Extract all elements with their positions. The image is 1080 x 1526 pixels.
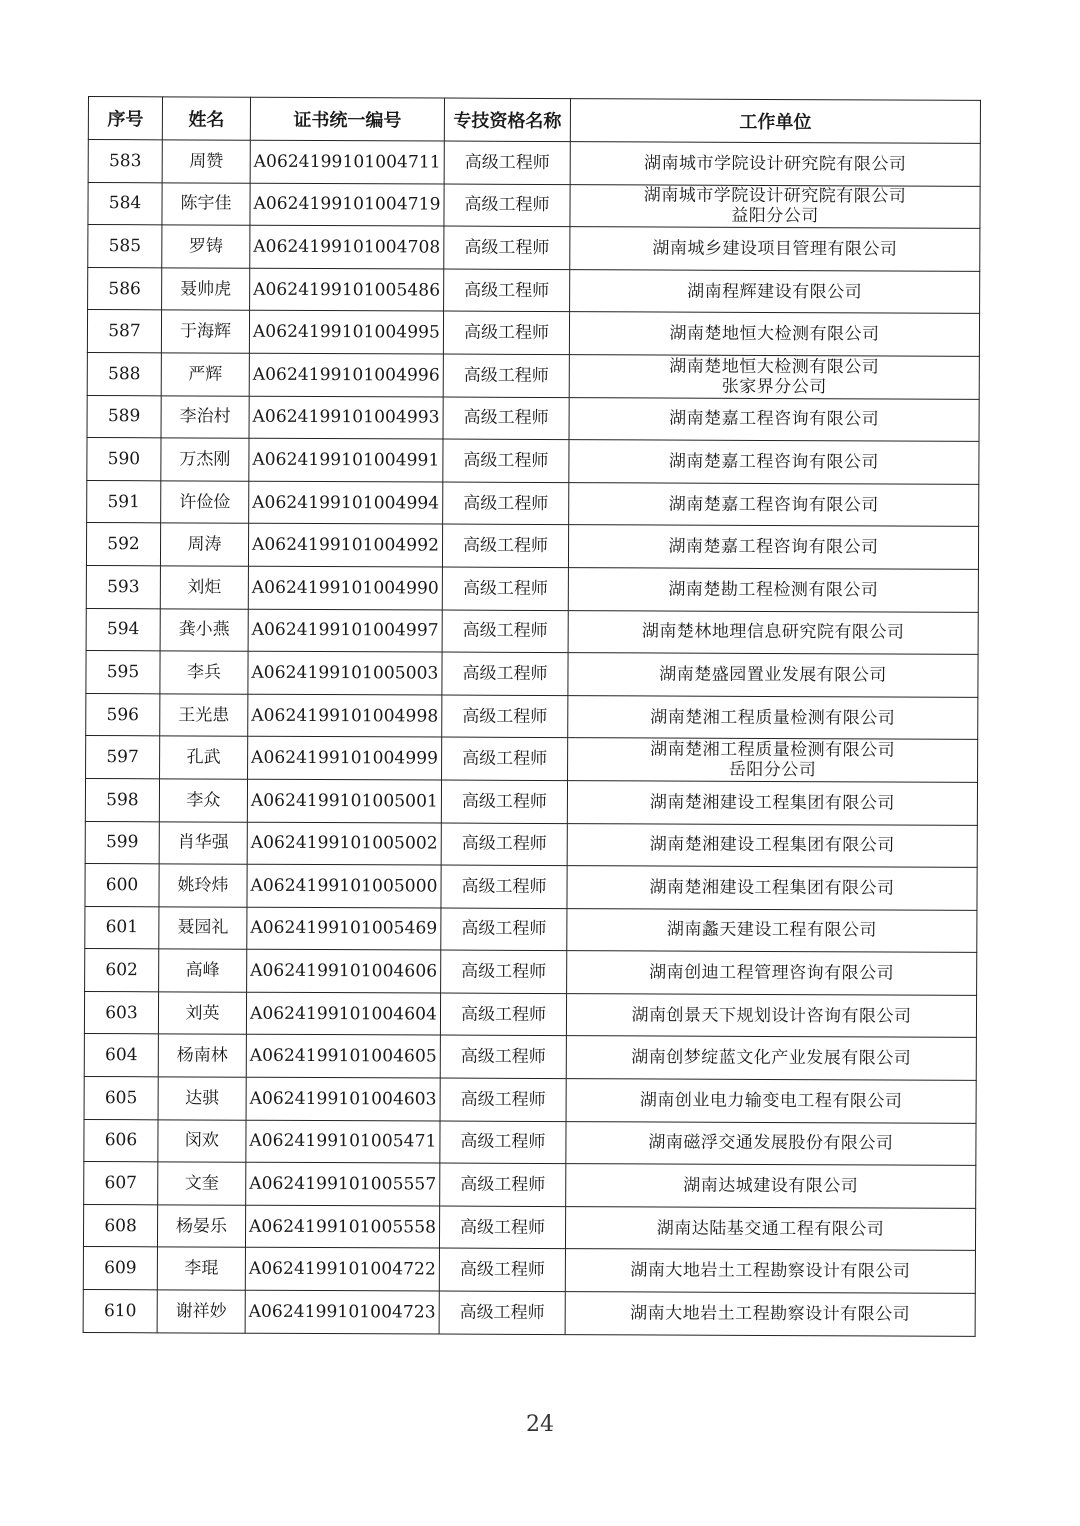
row-qual-cell: 高级工程师 [442, 652, 568, 695]
table-row [85, 778, 977, 824]
row-seq-cell: 603 [84, 991, 158, 1034]
row-unit-cell [565, 1249, 975, 1293]
unit-line: 湖南楚湘建设工程集团有限公司 [649, 834, 895, 856]
unit-line: 湖南楚勘工程检测有限公司 [668, 579, 879, 601]
table-row [88, 225, 980, 271]
row-seq-cell: 590 [87, 438, 161, 481]
row-qual-cell: 高级工程师 [440, 1121, 566, 1164]
row-cert-cell: A0624199101005001 [247, 779, 441, 822]
header-name: 姓名 [162, 97, 250, 140]
row-cert-cell: A0624199101004992 [248, 524, 442, 567]
row-seq-cell: 588 [87, 352, 161, 395]
row-qual-cell: 高级工程师 [442, 695, 568, 738]
page-number: 24 [526, 1412, 554, 1437]
table-header-row [88, 97, 980, 144]
unit-line: 益阳分公司 [731, 206, 819, 227]
row-name-cell: 高峰 [159, 949, 247, 992]
row-qual-cell: 高级工程师 [441, 780, 567, 823]
table-row [86, 651, 978, 697]
row-cert-cell: A0624199101004603 [246, 1077, 440, 1120]
row-qual-cell: 高级工程师 [441, 908, 567, 951]
unit-line: 湖南创业电力输变电工程有限公司 [639, 1090, 903, 1112]
row-unit-cell [566, 1036, 976, 1080]
unit-line: 湖南楚湘建设工程集团有限公司 [649, 792, 895, 814]
row-qual-cell: 高级工程师 [441, 950, 567, 993]
row-name-cell: 刘英 [158, 992, 246, 1035]
unit-line: 湖南城市学院设计研究院有限公司 [643, 185, 907, 207]
row-cert-cell: A0624199101005003 [248, 651, 442, 694]
unit-line: 湖南楚湘工程质量检测有限公司 [650, 739, 896, 761]
row-unit-cell [569, 312, 979, 356]
row-unit-cell [566, 1164, 976, 1208]
row-name-cell: 万杰刚 [161, 438, 249, 481]
unit-line: 湖南达城建设有限公司 [683, 1175, 859, 1197]
row-name-cell: 李众 [159, 779, 247, 822]
unit-line: 湖南创迪工程管理咨询有限公司 [649, 962, 895, 984]
unit-line: 湖南城乡建设项目管理有限公司 [652, 238, 898, 260]
table-row [84, 991, 976, 1037]
unit-line: 湖南楚地恒大检测有限公司 [669, 323, 880, 345]
row-qual-cell: 高级工程师 [443, 311, 569, 354]
row-seq-cell: 608 [83, 1204, 157, 1247]
row-name-cell: 杨南林 [158, 1034, 246, 1077]
row-cert-cell: A0624199101005002 [247, 822, 441, 865]
row-cert-cell: A0624199101004995 [249, 311, 443, 354]
row-qual-cell: 高级工程师 [443, 397, 569, 440]
row-seq-cell: 601 [85, 906, 159, 949]
row-seq-cell: 586 [88, 267, 162, 310]
unit-line: 湖南楚嘉工程咨询有限公司 [668, 536, 879, 558]
row-cert-cell: A0624199101004999 [248, 737, 442, 780]
row-cert-cell: A0624199101004994 [249, 481, 443, 524]
row-seq-cell: 593 [86, 565, 160, 608]
unit-line: 湖南大地岩土工程勘察设计有限公司 [630, 1303, 911, 1325]
row-seq-cell: 605 [84, 1077, 158, 1120]
row-name-cell: 达骐 [158, 1077, 246, 1120]
row-cert-cell: A0624199101004991 [249, 438, 443, 481]
row-qual-cell: 高级工程师 [444, 226, 570, 269]
row-cert-cell: A0624199101004998 [248, 694, 442, 737]
unit-line: 张家界分公司 [721, 376, 827, 397]
row-unit-cell [565, 1206, 975, 1250]
roster-table [83, 96, 981, 1337]
unit-line: 湖南楚林地理信息研究院有限公司 [641, 621, 905, 643]
row-cert-cell: A0624199101004711 [250, 140, 444, 183]
row-seq-cell: 604 [84, 1034, 158, 1077]
row-cert-cell: A0624199101004604 [246, 992, 440, 1035]
row-seq-cell: 591 [87, 480, 161, 523]
row-seq-cell: 610 [83, 1290, 157, 1333]
unit-line: 湖南大地岩土工程勘察设计有限公司 [630, 1260, 911, 1282]
unit-line: 湖南程辉建设有限公司 [687, 281, 863, 302]
table-row [87, 480, 979, 526]
table-row [83, 1290, 975, 1336]
header-unit: 工作单位 [570, 99, 980, 144]
row-unit-cell [568, 525, 978, 569]
row-seq-cell: 592 [86, 523, 160, 566]
row-name-cell: 周涛 [160, 523, 248, 566]
row-unit-cell [569, 397, 979, 441]
table-row [86, 736, 978, 782]
table-row [87, 395, 979, 441]
table-row [83, 1247, 975, 1293]
row-seq-cell: 609 [83, 1247, 157, 1290]
row-name-cell: 聂帅虎 [162, 268, 250, 311]
row-unit-cell [568, 568, 978, 612]
row-unit-cell [570, 142, 980, 186]
table-row [86, 693, 978, 739]
row-unit-cell [565, 1292, 975, 1336]
table-row [87, 352, 979, 398]
row-seq-cell: 589 [87, 395, 161, 438]
row-name-cell: 姚玲炜 [159, 864, 247, 907]
row-unit-cell [569, 482, 979, 526]
row-unit-cell [570, 227, 980, 271]
row-qual-cell: 高级工程师 [442, 610, 568, 653]
unit-line: 湖南创景天下规划设计咨询有限公司 [631, 1005, 912, 1027]
row-cert-cell: A0624199101004722 [245, 1248, 439, 1291]
row-name-cell: 杨晏乐 [157, 1205, 245, 1248]
row-name-cell: 文奎 [158, 1162, 246, 1205]
table-row [86, 608, 978, 654]
unit-line: 湖南城市学院设计研究院有限公司 [643, 153, 907, 175]
table-row [85, 864, 977, 910]
row-name-cell: 肖华强 [159, 821, 247, 864]
row-name-cell: 李琨 [157, 1247, 245, 1290]
row-name-cell: 聂园礼 [159, 907, 247, 950]
row-unit-cell [567, 951, 977, 995]
row-unit-cell [570, 184, 980, 228]
row-seq-cell: 595 [86, 651, 160, 694]
row-cert-cell: A0624199101005557 [246, 1162, 440, 1205]
unit-line: 湖南楚嘉工程咨询有限公司 [668, 451, 879, 473]
row-name-cell: 严辉 [161, 353, 249, 396]
row-cert-cell: A0624199101004605 [246, 1035, 440, 1078]
table-row [84, 1119, 976, 1165]
unit-line: 湖南楚湘建设工程集团有限公司 [649, 877, 895, 899]
row-seq-cell: 587 [87, 310, 161, 353]
row-qual-cell: 高级工程师 [440, 1078, 566, 1121]
row-qual-cell: 高级工程师 [444, 269, 570, 312]
row-unit-cell [566, 993, 976, 1037]
unit-line: 湖南蠡天建设工程有限公司 [666, 920, 877, 941]
unit-line: 湖南楚湘工程质量检测有限公司 [650, 706, 896, 729]
row-qual-cell: 高级工程师 [444, 141, 570, 184]
row-name-cell: 龚小燕 [160, 608, 248, 651]
table-row [87, 438, 979, 484]
row-name-cell: 谢祥妙 [157, 1290, 245, 1333]
row-seq-cell: 607 [84, 1162, 158, 1205]
row-cert-cell: A0624199101004606 [247, 949, 441, 992]
row-seq-cell: 598 [85, 778, 159, 821]
row-cert-cell: A0624199101005000 [247, 864, 441, 907]
row-unit-cell [567, 866, 977, 910]
row-qual-cell: 高级工程师 [442, 567, 568, 610]
row-qual-cell: 高级工程师 [439, 1291, 565, 1334]
row-qual-cell: 高级工程师 [440, 1036, 566, 1079]
row-name-cell: 周赞 [162, 140, 250, 183]
row-cert-cell: A0624199101005469 [247, 907, 441, 950]
row-seq-cell: 606 [84, 1119, 158, 1162]
row-qual-cell: 高级工程师 [439, 1248, 565, 1291]
row-cert-cell: A0624199101004719 [250, 183, 444, 226]
row-unit-cell [568, 653, 978, 697]
unit-line: 湖南楚嘉工程咨询有限公司 [668, 494, 879, 516]
table-row [83, 1204, 975, 1250]
header-cert: 证书统一编号 [250, 97, 444, 141]
table-row [86, 523, 978, 569]
unit-line: 湖南创梦绽蓝文化产业发展有限公司 [631, 1047, 912, 1069]
row-name-cell: 李治村 [161, 395, 249, 438]
row-qual-cell: 高级工程师 [443, 354, 569, 397]
unit-line: 湖南楚嘉工程咨询有限公司 [669, 408, 880, 430]
row-unit-cell [568, 610, 978, 654]
row-qual-cell: 高级工程师 [440, 1163, 566, 1206]
unit-line: 岳阳分公司 [728, 759, 817, 781]
row-unit-cell [566, 1121, 976, 1165]
row-qual-cell: 高级工程师 [442, 524, 568, 567]
row-name-cell: 刘炬 [160, 566, 248, 609]
row-cert-cell: A0624199101004723 [245, 1290, 439, 1333]
table-row [87, 310, 979, 356]
row-cert-cell: A0624199101004993 [249, 396, 443, 439]
row-cert-cell: A0624199101005558 [245, 1205, 439, 1248]
table-row [86, 565, 978, 611]
row-cert-cell: A0624199101004997 [248, 609, 442, 652]
row-unit-cell [568, 695, 978, 739]
unit-line: 湖南磁浮交通发展股份有限公司 [648, 1132, 894, 1154]
row-seq-cell: 596 [86, 693, 160, 736]
row-cert-cell: A0624199101004990 [248, 566, 442, 609]
unit-line: 湖南楚地恒大检测有限公司 [669, 356, 880, 378]
row-unit-cell [567, 823, 977, 867]
row-name-cell: 孔武 [160, 736, 248, 779]
row-unit-cell [569, 355, 979, 399]
row-unit-cell [566, 1079, 976, 1123]
row-name-cell: 陈宇佳 [162, 182, 250, 225]
row-unit-cell [567, 781, 977, 825]
row-qual-cell: 高级工程师 [443, 439, 569, 482]
row-seq-cell: 594 [86, 608, 160, 651]
row-unit-cell [570, 269, 980, 313]
row-seq-cell: 599 [85, 821, 159, 864]
row-qual-cell: 高级工程师 [440, 993, 566, 1036]
row-qual-cell: 高级工程师 [441, 865, 567, 908]
row-cert-cell: A0624199101004708 [250, 225, 444, 268]
row-qual-cell: 高级工程师 [441, 823, 567, 866]
row-seq-cell: 602 [85, 949, 159, 992]
table-row [84, 1162, 976, 1208]
table-row [85, 949, 977, 995]
row-unit-cell [568, 738, 978, 782]
row-seq-cell: 600 [85, 864, 159, 907]
row-cert-cell: A0624199101005486 [250, 268, 444, 311]
row-name-cell: 李兵 [160, 651, 248, 694]
row-seq-cell: 597 [86, 736, 160, 779]
table-row [85, 906, 977, 952]
header-qual: 专技资格名称 [444, 98, 570, 142]
row-qual-cell: 高级工程师 [439, 1206, 565, 1249]
row-name-cell: 王光患 [160, 694, 248, 737]
row-unit-cell [569, 440, 979, 484]
table-row [88, 140, 980, 186]
unit-line: 湖南达陆基交通工程有限公司 [656, 1218, 885, 1240]
row-name-cell: 闵欢 [158, 1119, 246, 1162]
row-qual-cell: 高级工程师 [443, 482, 569, 525]
header-seq: 序号 [88, 97, 162, 140]
row-name-cell: 罗铸 [162, 225, 250, 268]
row-name-cell: 于海辉 [161, 310, 249, 353]
table-row [85, 821, 977, 867]
unit-line: 湖南楚盛园置业发展有限公司 [659, 664, 887, 686]
table-row [88, 182, 980, 228]
row-seq-cell: 585 [88, 225, 162, 268]
table-row [84, 1034, 976, 1080]
row-qual-cell: 高级工程师 [442, 737, 568, 780]
table-row [88, 267, 980, 313]
row-unit-cell [567, 908, 977, 952]
row-cert-cell: A0624199101004996 [249, 353, 443, 396]
row-seq-cell: 583 [88, 140, 162, 183]
row-qual-cell: 高级工程师 [444, 184, 570, 227]
row-name-cell: 许俭俭 [161, 481, 249, 524]
row-cert-cell: A0624199101005471 [246, 1120, 440, 1163]
table-body [83, 140, 980, 1337]
row-seq-cell: 584 [88, 182, 162, 225]
table-row [84, 1077, 976, 1123]
